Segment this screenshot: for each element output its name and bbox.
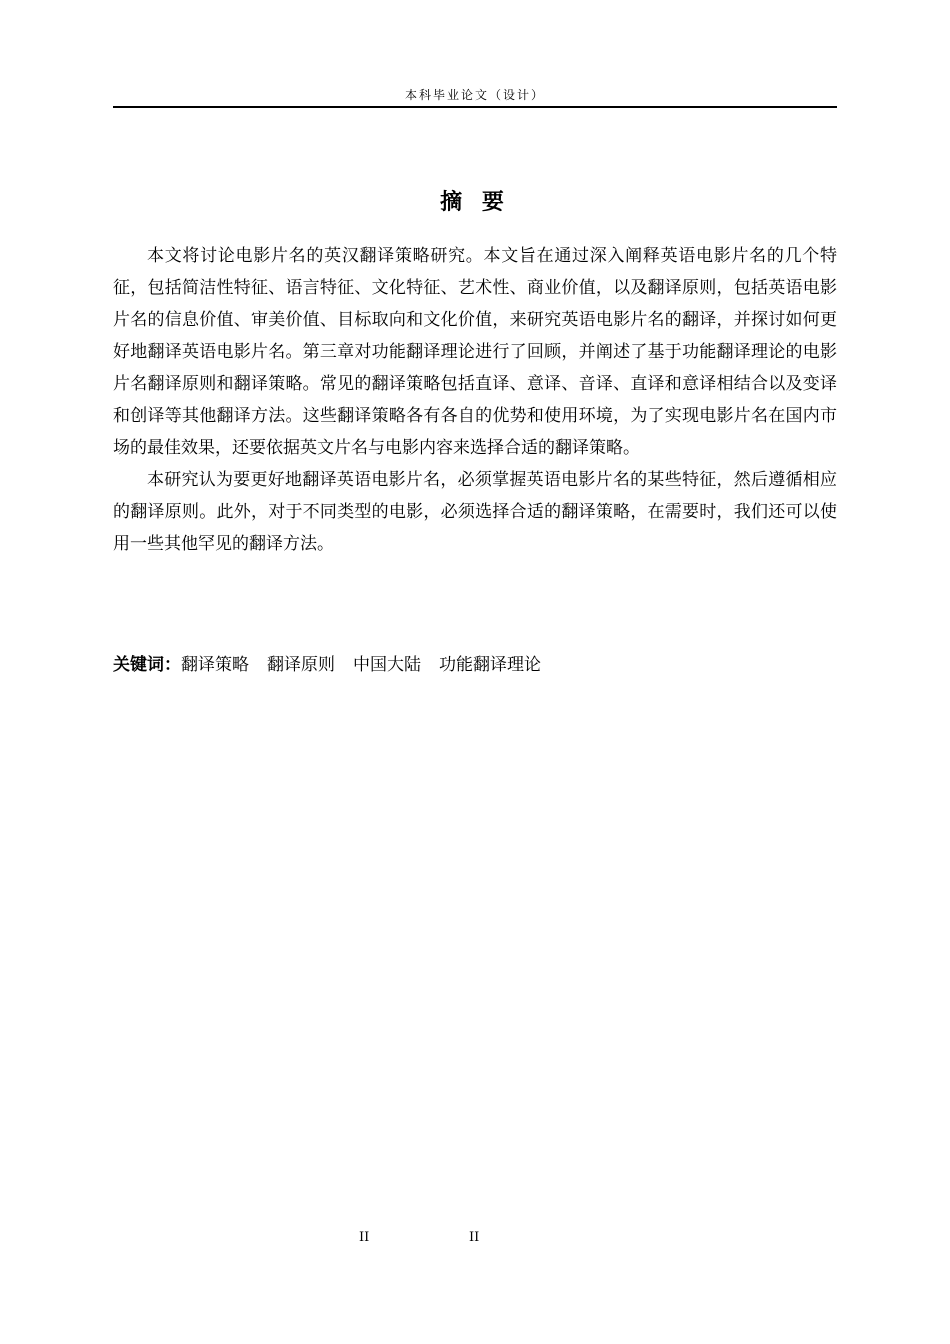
keyword-item: 中国大陆 bbox=[353, 655, 421, 675]
abstract-body bbox=[113, 240, 837, 560]
page-number: II bbox=[359, 1230, 370, 1245]
abstract-paragraph-2: 本研究认为要更好地翻译英语电影片名，必须掌握英语电影片名的某些特征，然后遵循相应的翻译原则。此外，对于不同类型的电影，必须选择合适的翻译策略，在需要时，我们还可以使用一些其他罕见的翻译方法。 bbox=[113, 470, 837, 554]
keyword-item: 翻译策略 bbox=[181, 655, 249, 675]
abstract-paragraph-1: 本文将讨论电影片名的英汉翻译策略研究。本文旨在通过深入阐释英语电影片名的几个特征，包括简洁性特征、语言特征、文化特征、艺术性、商业价值，以及翻译原则，包括英语电影片名的信息价值、审美价值、目标取向和文化价值，来研究英语电影片名的翻译，并探讨如何更好地翻译英语电影片名。第三章对功能翻译理论进行了回顾，并阐述了基于功能翻译理论的电影片名翻译原则和翻译策略。常见的翻译策略包括直译、意译、音译、直译和意译相结合以及变译和创译等其他翻译方法。这些翻译策略各有各自的优势和使用环境，为了实现电影片名在国内市场的最佳效果，还要依据英文片名与电影内容来选择合适的翻译策略。 bbox=[113, 246, 837, 458]
page-header bbox=[113, 86, 837, 108]
keyword-item: 翻译原则 bbox=[267, 655, 335, 675]
running-title: 本科毕业论文（设计） bbox=[404, 88, 545, 102]
page-number: II bbox=[469, 1230, 480, 1245]
abstract-title: 摘 要 bbox=[440, 190, 510, 215]
keywords-line bbox=[113, 649, 837, 681]
keyword-item: 功能翻译理论 bbox=[439, 655, 541, 675]
keywords-label: 关键词： bbox=[113, 655, 181, 675]
